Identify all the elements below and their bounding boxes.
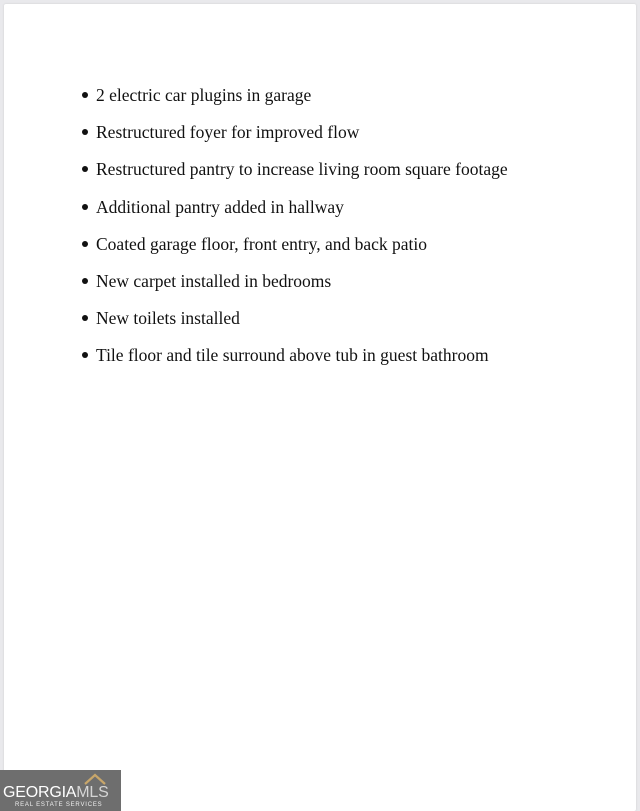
list-item-text: Restructured foyer for improved flow xyxy=(96,122,360,143)
bullet-icon xyxy=(82,352,88,358)
bullet-icon xyxy=(82,241,88,247)
bullet-icon xyxy=(82,204,88,210)
brand-tagline: REAL ESTATE SERVICES xyxy=(15,802,103,808)
list-item xyxy=(80,270,508,307)
bullet-icon xyxy=(82,278,88,284)
document-page xyxy=(4,4,636,811)
list-item xyxy=(80,307,508,344)
list-item-text: Tile floor and tile surround above tub in guest bathroom xyxy=(96,345,489,366)
brand-wordmark xyxy=(3,785,109,801)
georgia-mls-watermark xyxy=(0,770,121,811)
list-item xyxy=(80,84,508,121)
list-item-text: 2 electric car plugins in garage xyxy=(96,85,312,105)
list-item xyxy=(80,158,508,195)
list-item-text: New toilets installed xyxy=(96,308,240,329)
list-item-text: New carpet installed in bedrooms xyxy=(96,270,332,291)
brand-name-part2: MLS xyxy=(76,784,109,801)
brand-name-part1: GEORGIA xyxy=(3,784,77,801)
list-item xyxy=(80,344,508,381)
bullet-icon xyxy=(82,92,88,98)
list-item xyxy=(80,233,508,270)
list-item-text: Additional pantry added in hallway xyxy=(96,196,344,217)
list-item xyxy=(80,121,508,158)
bullet-list xyxy=(80,84,508,382)
list-item xyxy=(80,196,508,233)
list-item-text: Restructured pantry to increase living room square footage xyxy=(96,159,508,180)
bullet-icon xyxy=(82,166,88,172)
bullet-icon xyxy=(82,315,88,321)
list-item-text: Coated garage floor, front entry, and back patio xyxy=(96,233,428,254)
bullet-icon xyxy=(82,129,88,135)
